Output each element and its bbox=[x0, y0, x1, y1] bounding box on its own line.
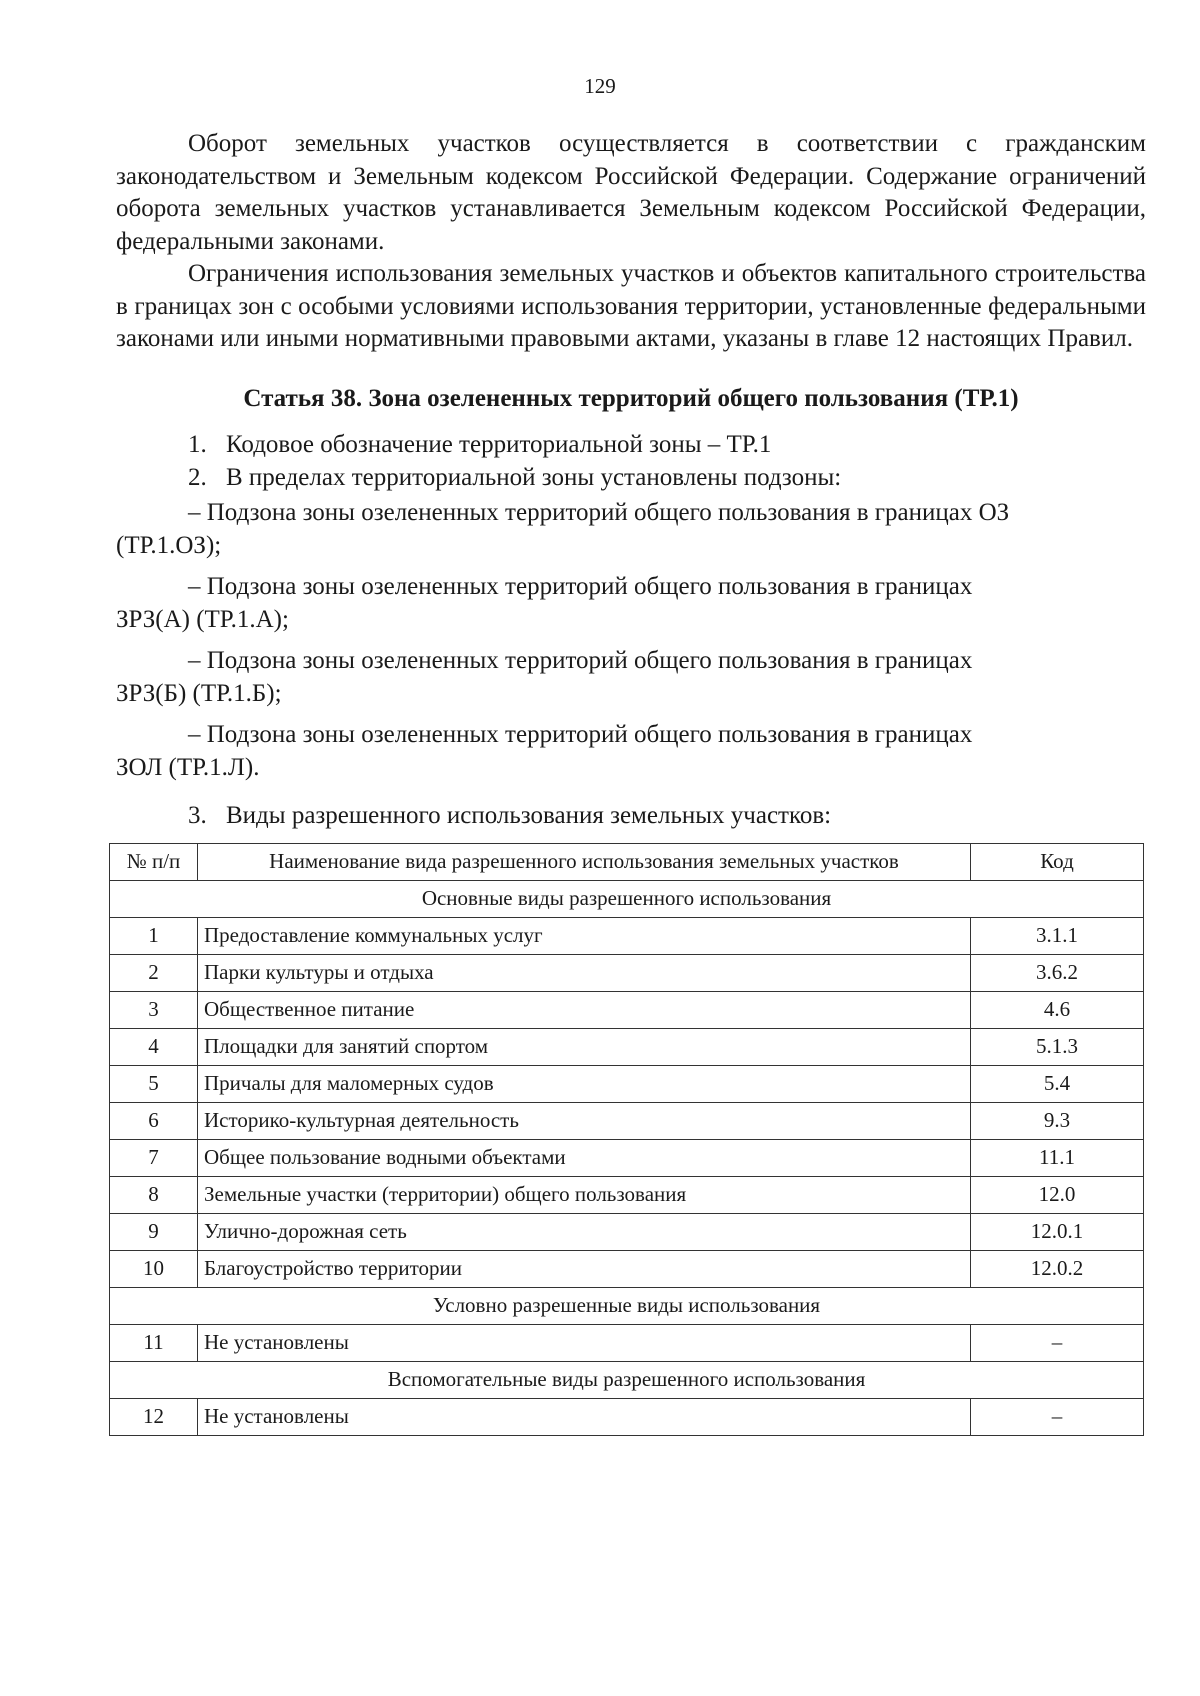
use-type-code: 12.0.1 bbox=[971, 1213, 1144, 1250]
subzone-line: ЗРЗ(А) (ТР.1.А); bbox=[116, 606, 289, 633]
table-row bbox=[110, 1250, 1144, 1287]
table-intro bbox=[116, 800, 1146, 833]
use-type-name: Причалы для маломерных судов bbox=[198, 1065, 971, 1102]
subzone-line: (ТР.1.ОЗ); bbox=[116, 532, 222, 559]
subzone-line: – Подзона зоны озелененных территорий общего пользования в границах ОЗ bbox=[188, 499, 1010, 526]
page-number: 129 bbox=[584, 74, 616, 98]
table-row bbox=[110, 1139, 1144, 1176]
table-row bbox=[110, 954, 1144, 991]
row-number: 11 bbox=[110, 1324, 198, 1361]
use-type-name: Не установлены bbox=[198, 1324, 971, 1361]
numbered-item bbox=[116, 428, 1146, 461]
table-row bbox=[110, 1102, 1144, 1139]
subzone-line: – Подзона зоны озелененных территорий общего пользования в границах bbox=[188, 647, 973, 674]
table-row bbox=[110, 1213, 1144, 1250]
row-number: 5 bbox=[110, 1065, 198, 1102]
paragraph: Оборот земельных участков осуществляется в соответствии с гражданским законодательством и Земельным кодексом Российской Федерации. Содержание ограничений оборота земельных участков устанавливается Земельным кодексом Российской Федерации, федеральными законами. bbox=[116, 130, 1146, 255]
table-header-row bbox=[110, 843, 1144, 880]
section-title: Вспомогательные виды разрешенного использования bbox=[110, 1361, 1144, 1398]
use-type-name: Благоустройство территории bbox=[198, 1250, 971, 1287]
use-type-code: – bbox=[971, 1398, 1144, 1435]
subzone-item bbox=[116, 718, 1146, 784]
subzone-line: – Подзона зоны озелененных территорий общего пользования в границах bbox=[188, 573, 973, 600]
table-row bbox=[110, 1398, 1144, 1435]
paragraph: Ограничения использования земельных участков и объектов капитального строительства в границах зон с особыми условиями использования территории, установленные федеральными законами или иными нормативными правовыми актами, указаны в главе 12 настоящих Правил. bbox=[116, 260, 1146, 352]
row-number: 3 bbox=[110, 991, 198, 1028]
table-row bbox=[110, 991, 1144, 1028]
table-row bbox=[110, 1176, 1144, 1213]
use-type-code: 9.3 bbox=[971, 1102, 1144, 1139]
row-number: 1 bbox=[110, 917, 198, 954]
use-type-name: Парки культуры и отдыха bbox=[198, 954, 971, 991]
subzone-line: ЗРЗ(Б) (ТР.1.Б); bbox=[116, 680, 282, 707]
table-row bbox=[110, 917, 1144, 954]
table-row bbox=[110, 1065, 1144, 1102]
use-type-code: 5.1.3 bbox=[971, 1028, 1144, 1065]
subzone-list bbox=[116, 496, 1146, 784]
row-number: 4 bbox=[110, 1028, 198, 1065]
row-number: 9 bbox=[110, 1213, 198, 1250]
subzone-item bbox=[116, 496, 1146, 562]
item-number: 3. bbox=[188, 802, 207, 829]
use-type-code: – bbox=[971, 1324, 1144, 1361]
table-section-row bbox=[110, 1287, 1144, 1324]
use-type-name: Земельные участки (территории) общего пользования bbox=[198, 1176, 971, 1213]
document-body bbox=[116, 128, 1146, 1436]
item-text: В пределах территориальной зоны установлены подзоны: bbox=[226, 464, 842, 491]
use-type-name: Площадки для занятий спортом bbox=[198, 1028, 971, 1065]
table-section-row bbox=[110, 1361, 1144, 1398]
subzone-item bbox=[116, 570, 1146, 636]
row-number: 10 bbox=[110, 1250, 198, 1287]
table-section-row bbox=[110, 880, 1144, 917]
item-text: Кодовое обозначение территориальной зоны – ТР.1 bbox=[226, 431, 772, 458]
subzone-item bbox=[116, 644, 1146, 710]
item-text: Виды разрешенного использования земельных участков: bbox=[226, 802, 832, 829]
row-number: 12 bbox=[110, 1398, 198, 1435]
use-type-code: 5.4 bbox=[971, 1065, 1144, 1102]
subzone-line: – Подзона зоны озелененных территорий общего пользования в границах bbox=[188, 721, 973, 748]
row-number: 8 bbox=[110, 1176, 198, 1213]
use-type-code: 11.1 bbox=[971, 1139, 1144, 1176]
table-body bbox=[110, 880, 1144, 1435]
article-heading: Статья 38. Зона озелененных территорий общего пользования (ТР.1) bbox=[243, 384, 1019, 412]
use-type-name: Предоставление коммунальных услуг bbox=[198, 917, 971, 954]
table-row bbox=[110, 1028, 1144, 1065]
use-type-name: Общественное питание bbox=[198, 991, 971, 1028]
row-number: 7 bbox=[110, 1139, 198, 1176]
use-type-code: 4.6 bbox=[971, 991, 1144, 1028]
item-number: 1. bbox=[188, 431, 207, 458]
section-title: Основные виды разрешенного использования bbox=[110, 880, 1144, 917]
table-row bbox=[110, 1324, 1144, 1361]
row-number: 6 bbox=[110, 1102, 198, 1139]
use-type-code: 3.1.1 bbox=[971, 917, 1144, 954]
column-header: Наименование вида разрешенного использования земельных участков bbox=[198, 843, 971, 880]
subzone-line: ЗОЛ (ТР.1.Л). bbox=[116, 754, 260, 781]
item-number: 2. bbox=[188, 464, 207, 491]
use-type-name: Историко-культурная деятельность bbox=[198, 1102, 971, 1139]
use-type-code: 12.0 bbox=[971, 1176, 1144, 1213]
column-header: № п/п bbox=[110, 843, 198, 880]
row-number: 2 bbox=[110, 954, 198, 991]
use-type-name: Улично-дорожная сеть bbox=[198, 1213, 971, 1250]
use-type-name: Не установлены bbox=[198, 1398, 971, 1435]
use-type-code: 3.6.2 bbox=[971, 954, 1144, 991]
use-type-code: 12.0.2 bbox=[971, 1250, 1144, 1287]
land-use-table bbox=[109, 843, 1144, 1436]
section-title: Условно разрешенные виды использования bbox=[110, 1287, 1144, 1324]
use-type-name: Общее пользование водными объектами bbox=[198, 1139, 971, 1176]
column-header: Код bbox=[971, 843, 1144, 880]
numbered-item bbox=[116, 461, 1146, 494]
